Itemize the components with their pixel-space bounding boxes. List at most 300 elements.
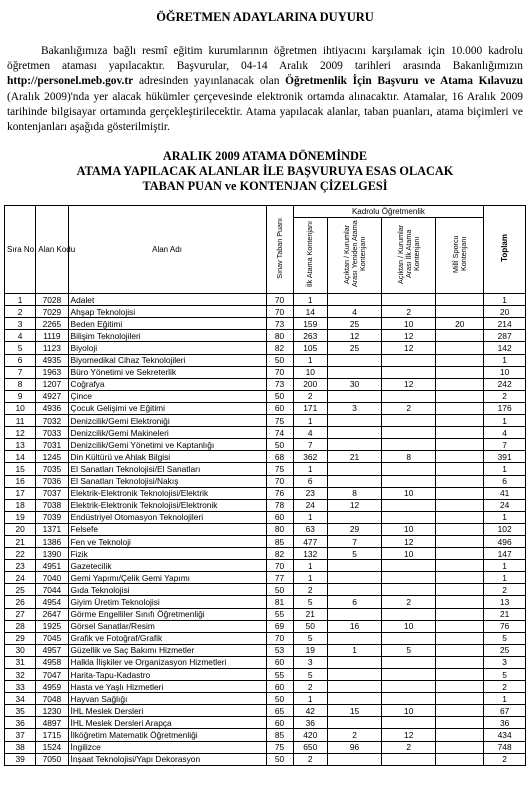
cell-kod: 1230 — [36, 705, 68, 717]
table-row — [5, 729, 526, 741]
cell-kod: 7037 — [36, 487, 68, 499]
header-aciktan-yeniden — [327, 218, 381, 294]
table-row — [5, 548, 526, 560]
cell-no: 30 — [5, 644, 36, 656]
cell-kod: 1245 — [36, 451, 68, 463]
cell-milli — [436, 475, 484, 487]
table-row — [5, 378, 526, 390]
table-row — [5, 318, 526, 330]
cell-toplam: 1 — [484, 294, 526, 306]
cell-aciktan-ilk — [382, 632, 436, 644]
cell-kod: 4897 — [36, 717, 68, 729]
cell-toplam: 1 — [484, 415, 526, 427]
cell-taban: 77 — [266, 572, 293, 584]
cell-taban: 68 — [266, 451, 293, 463]
cell-kod: 7038 — [36, 499, 68, 511]
cell-aciktan-ilk — [382, 560, 436, 572]
cell-aciktan-yeniden: 30 — [327, 378, 381, 390]
cell-taban: 55 — [266, 669, 293, 681]
cell-ad: Çince — [68, 390, 266, 402]
cell-aciktan-ilk — [382, 475, 436, 487]
cell-ad: El Sanatları Teknolojisi/El Sanatları — [68, 463, 266, 475]
cell-aciktan-yeniden — [327, 572, 381, 584]
cell-aciktan-yeniden: 12 — [327, 499, 381, 511]
cell-aciktan-ilk: 10 — [382, 523, 436, 535]
cell-toplam: 496 — [484, 535, 526, 547]
table-row — [5, 705, 526, 717]
cell-no: 26 — [5, 596, 36, 608]
cell-taban: 85 — [266, 535, 293, 547]
cell-aciktan-yeniden: 21 — [327, 451, 381, 463]
cell-ilk: 2 — [293, 681, 327, 693]
cell-ilk: 1 — [293, 294, 327, 306]
cell-aciktan-ilk — [382, 584, 436, 596]
header-taban-label: Sınav Taban Puanı — [274, 217, 284, 279]
cell-milli — [436, 487, 484, 499]
cell-ilk: 1 — [293, 560, 327, 572]
cell-ad: Hayvan Sağlığı — [68, 693, 266, 705]
cell-kod: 7039 — [36, 511, 68, 523]
cell-milli — [436, 378, 484, 390]
cell-taban: 75 — [266, 741, 293, 753]
cell-taban: 50 — [266, 693, 293, 705]
cell-aciktan-ilk: 5 — [382, 644, 436, 656]
cell-ad: Biyomedikal Cihaz Teknolojileri — [68, 354, 266, 366]
cell-aciktan-yeniden — [327, 294, 381, 306]
cell-milli — [436, 681, 484, 693]
cell-ad: Ahşap Teknolojisi — [68, 306, 266, 318]
table-row — [5, 366, 526, 378]
cell-ad: Felsefe — [68, 523, 266, 535]
cell-kod: 7050 — [36, 753, 68, 765]
cell-milli — [436, 753, 484, 765]
table-row — [5, 354, 526, 366]
cell-ad: Gazetecilik — [68, 560, 266, 572]
cell-toplam: 214 — [484, 318, 526, 330]
cell-kod: 7047 — [36, 669, 68, 681]
cell-no: 11 — [5, 415, 36, 427]
cell-ilk: 159 — [293, 318, 327, 330]
table-row — [5, 693, 526, 705]
cell-ilk: 200 — [293, 378, 327, 390]
cell-aciktan-ilk: 2 — [382, 596, 436, 608]
cell-ad: İHL Meslek Dersleri — [68, 705, 266, 717]
cell-no: 13 — [5, 439, 36, 451]
cell-kod: 7036 — [36, 475, 68, 487]
cell-ilk: 132 — [293, 548, 327, 560]
cell-no: 23 — [5, 560, 36, 572]
cell-aciktan-ilk — [382, 669, 436, 681]
cell-aciktan-yeniden: 96 — [327, 741, 381, 753]
cell-kod: 1371 — [36, 523, 68, 535]
cell-milli — [436, 402, 484, 414]
cell-milli — [436, 463, 484, 475]
cell-kod: 4951 — [36, 560, 68, 572]
cell-aciktan-ilk — [382, 656, 436, 668]
cell-ad: Beden Eğitimi — [68, 318, 266, 330]
cell-ad: Coğrafya — [68, 378, 266, 390]
cell-aciktan-ilk — [382, 753, 436, 765]
cell-milli — [436, 342, 484, 354]
table-row — [5, 681, 526, 693]
cell-kod: 7040 — [36, 572, 68, 584]
cell-ad: Giyim Üretim Teknolojisi — [68, 596, 266, 608]
table-row — [5, 741, 526, 753]
cell-aciktan-ilk — [382, 511, 436, 523]
subheading-line-3: TABAN PUAN ve KONTENJAN ÇİZELGESİ — [142, 179, 388, 193]
cell-no: 10 — [5, 402, 36, 414]
cell-milli: 20 — [436, 318, 484, 330]
cell-aciktan-yeniden — [327, 669, 381, 681]
cell-ilk: 63 — [293, 523, 327, 535]
cell-ilk: 1 — [293, 693, 327, 705]
cell-ad: Biyoloji — [68, 342, 266, 354]
cell-ad: Endüstriyel Otomasyon Teknolojileri — [68, 511, 266, 523]
cell-taban: 74 — [266, 427, 293, 439]
cell-milli — [436, 535, 484, 547]
cell-toplam: 7 — [484, 439, 526, 451]
personnel-url: http://personel.meb.gov.tr — [7, 75, 134, 88]
cell-taban: 65 — [266, 705, 293, 717]
cell-ilk: 50 — [293, 620, 327, 632]
cell-aciktan-yeniden — [327, 463, 381, 475]
table-row — [5, 717, 526, 729]
table-row — [5, 511, 526, 523]
intro-paragraph — [7, 44, 523, 135]
cell-toplam: 391 — [484, 451, 526, 463]
cell-ilk: 5 — [293, 669, 327, 681]
cell-milli — [436, 741, 484, 753]
cell-kod: 1207 — [36, 378, 68, 390]
cell-ad: Denizcilik/Gemi Makineleri — [68, 427, 266, 439]
cell-toplam: 147 — [484, 548, 526, 560]
cell-no: 33 — [5, 681, 36, 693]
header-ilk-label: İlk Atama Kontenjanı — [305, 221, 315, 288]
cell-aciktan-yeniden — [327, 584, 381, 596]
cell-aciktan-ilk: 2 — [382, 402, 436, 414]
cell-aciktan-yeniden: 6 — [327, 596, 381, 608]
cell-aciktan-yeniden: 29 — [327, 523, 381, 535]
cell-aciktan-ilk: 12 — [382, 378, 436, 390]
cell-toplam: 13 — [484, 596, 526, 608]
cell-aciktan-yeniden: 8 — [327, 487, 381, 499]
header-ilk — [293, 218, 327, 294]
cell-kod: 1386 — [36, 535, 68, 547]
header-aciktan-ilk-label: Açıktan / Kurumlar Arası İlk Atama Kontenjanı — [395, 224, 421, 284]
cell-aciktan-yeniden: 7 — [327, 535, 381, 547]
cell-ilk: 2 — [293, 390, 327, 402]
cell-aciktan-yeniden — [327, 475, 381, 487]
table-row — [5, 608, 526, 620]
table-row — [5, 499, 526, 511]
header-kod: Alan Kodu — [36, 206, 68, 294]
cell-kod: 1963 — [36, 366, 68, 378]
cell-ad: Elektrik-Elektronik Teknolojisi/Elektronik — [68, 499, 266, 511]
cell-ad: İlköğretim Matematik Öğretmenliği — [68, 729, 266, 741]
cell-ad: Bilişim Teknolojileri — [68, 330, 266, 342]
cell-milli — [436, 644, 484, 656]
table-row — [5, 342, 526, 354]
cell-toplam: 36 — [484, 717, 526, 729]
cell-ad: Fizik — [68, 548, 266, 560]
cell-milli — [436, 366, 484, 378]
cell-no: 35 — [5, 705, 36, 717]
cell-ad: Adalet — [68, 294, 266, 306]
cell-no: 9 — [5, 390, 36, 402]
cell-milli — [436, 548, 484, 560]
cell-aciktan-ilk — [382, 366, 436, 378]
cell-kod: 2265 — [36, 318, 68, 330]
cell-milli — [436, 632, 484, 644]
cell-kod: 7031 — [36, 439, 68, 451]
cell-no: 1 — [5, 294, 36, 306]
table-row — [5, 620, 526, 632]
cell-ilk: 171 — [293, 402, 327, 414]
cell-aciktan-ilk — [382, 681, 436, 693]
cell-ilk: 4 — [293, 427, 327, 439]
cell-taban: 70 — [266, 475, 293, 487]
table-row — [5, 523, 526, 535]
cell-kod: 7033 — [36, 427, 68, 439]
cell-kod: 2647 — [36, 608, 68, 620]
cell-ilk: 42 — [293, 705, 327, 717]
cell-aciktan-ilk — [382, 415, 436, 427]
cell-toplam: 21 — [484, 608, 526, 620]
cell-toplam: 2 — [484, 681, 526, 693]
cell-aciktan-yeniden: 15 — [327, 705, 381, 717]
cell-no: 4 — [5, 330, 36, 342]
intro-text-1: Bakanlığımıza bağlı resmî eğitim kurumlarının öğretmen ihtiyacını karşılamak için 10.000 kadrolu öğretmen ataması yapılacaktır. Başvurular, 04-14 Aralık 2009 tarihleri arasında Bakanlığımızın — [7, 45, 523, 73]
cell-ilk: 1 — [293, 511, 327, 523]
cell-no: 7 — [5, 366, 36, 378]
cell-ad: Harita-Tapu-Kadastro — [68, 669, 266, 681]
cell-aciktan-ilk: 10 — [382, 548, 436, 560]
cell-aciktan-yeniden — [327, 366, 381, 378]
cell-ilk: 14 — [293, 306, 327, 318]
cell-aciktan-ilk — [382, 390, 436, 402]
table-row — [5, 644, 526, 656]
cell-aciktan-yeniden — [327, 608, 381, 620]
cell-aciktan-yeniden: 25 — [327, 342, 381, 354]
cell-milli — [436, 693, 484, 705]
cell-toplam: 10 — [484, 366, 526, 378]
table-row — [5, 535, 526, 547]
cell-aciktan-ilk — [382, 572, 436, 584]
cell-aciktan-yeniden: 1 — [327, 644, 381, 656]
cell-milli — [436, 729, 484, 741]
intro-text-2: adresinden yayınlanacak olan — [133, 75, 286, 88]
cell-ilk: 6 — [293, 475, 327, 487]
cell-toplam: 1 — [484, 560, 526, 572]
cell-kod: 4927 — [36, 390, 68, 402]
cell-milli — [436, 717, 484, 729]
cell-no: 32 — [5, 669, 36, 681]
cell-toplam: 434 — [484, 729, 526, 741]
cell-toplam: 1 — [484, 354, 526, 366]
cell-ad: Çocuk Gelişimi ve Eğitimi — [68, 402, 266, 414]
cell-aciktan-yeniden — [327, 753, 381, 765]
table-row — [5, 560, 526, 572]
cell-aciktan-yeniden: 2 — [327, 729, 381, 741]
cell-ilk: 1 — [293, 572, 327, 584]
cell-milli — [436, 669, 484, 681]
quota-table — [4, 205, 526, 766]
cell-taban: 70 — [266, 632, 293, 644]
cell-toplam: 1 — [484, 511, 526, 523]
cell-toplam: 4 — [484, 427, 526, 439]
table-row — [5, 475, 526, 487]
cell-ilk: 105 — [293, 342, 327, 354]
cell-toplam: 5 — [484, 669, 526, 681]
cell-aciktan-yeniden — [327, 390, 381, 402]
cell-aciktan-ilk — [382, 608, 436, 620]
cell-kod: 4954 — [36, 596, 68, 608]
cell-toplam: 176 — [484, 402, 526, 414]
cell-no: 29 — [5, 632, 36, 644]
cell-no: 5 — [5, 342, 36, 354]
cell-kod: 1925 — [36, 620, 68, 632]
cell-kod: 1524 — [36, 741, 68, 753]
cell-taban: 76 — [266, 487, 293, 499]
subheading-line-1: ARALIK 2009 ATAMA DÖNEMİNDE — [162, 149, 368, 163]
cell-taban: 75 — [266, 415, 293, 427]
cell-taban: 81 — [266, 596, 293, 608]
cell-no: 3 — [5, 318, 36, 330]
cell-ad: Fen ve Teknoloji — [68, 535, 266, 547]
cell-taban: 78 — [266, 499, 293, 511]
cell-ad: Grafik ve Fotoğraf/Grafik — [68, 632, 266, 644]
cell-ad: Gıda Teknolojisi — [68, 584, 266, 596]
cell-no: 21 — [5, 535, 36, 547]
cell-milli — [436, 499, 484, 511]
cell-toplam: 25 — [484, 644, 526, 656]
cell-toplam: 5 — [484, 632, 526, 644]
cell-ad: Din Kültürü ve Ahlak Bilgisi — [68, 451, 266, 463]
table-body — [5, 294, 526, 766]
cell-toplam: 1 — [484, 463, 526, 475]
cell-ilk: 477 — [293, 535, 327, 547]
cell-aciktan-ilk: 12 — [382, 535, 436, 547]
cell-ad: El Sanatları Teknolojisi/Nakış — [68, 475, 266, 487]
table-row — [5, 632, 526, 644]
cell-ilk: 24 — [293, 499, 327, 511]
header-sira: Sıra No — [5, 206, 36, 294]
table-row — [5, 584, 526, 596]
cell-no: 24 — [5, 572, 36, 584]
cell-taban: 60 — [266, 402, 293, 414]
cell-aciktan-ilk: 12 — [382, 729, 436, 741]
cell-aciktan-ilk — [382, 499, 436, 511]
cell-milli — [436, 705, 484, 717]
cell-no: 34 — [5, 693, 36, 705]
cell-toplam: 242 — [484, 378, 526, 390]
cell-aciktan-ilk — [382, 463, 436, 475]
cell-no: 2 — [5, 306, 36, 318]
cell-toplam: 2 — [484, 753, 526, 765]
header-aciktan-yeniden-label: Açıktan / Kurumlar Arası Yeniden Atama Kontenjanı — [341, 220, 367, 288]
cell-taban: 50 — [266, 354, 293, 366]
cell-aciktan-yeniden — [327, 511, 381, 523]
cell-aciktan-yeniden: 16 — [327, 620, 381, 632]
cell-ilk: 5 — [293, 632, 327, 644]
table-row — [5, 463, 526, 475]
cell-aciktan-yeniden: 12 — [327, 330, 381, 342]
cell-milli — [436, 584, 484, 596]
table-row — [5, 451, 526, 463]
cell-milli — [436, 306, 484, 318]
table-row — [5, 572, 526, 584]
table-row — [5, 390, 526, 402]
cell-aciktan-ilk — [382, 693, 436, 705]
cell-ilk: 1 — [293, 415, 327, 427]
cell-kod: 4958 — [36, 656, 68, 668]
subheading-line-2: ATAMA YAPILACAK ALANLAR İLE BAŞVURUYA ESAS OLACAK — [76, 164, 454, 178]
cell-aciktan-yeniden — [327, 632, 381, 644]
cell-aciktan-ilk: 10 — [382, 705, 436, 717]
cell-no: 36 — [5, 717, 36, 729]
cell-no: 8 — [5, 378, 36, 390]
cell-ilk: 19 — [293, 644, 327, 656]
cell-taban: 82 — [266, 548, 293, 560]
table-row — [5, 656, 526, 668]
cell-aciktan-ilk: 10 — [382, 620, 436, 632]
cell-aciktan-ilk: 2 — [382, 306, 436, 318]
cell-ad: İnşaat Teknolojisi/Yapı Dekorasyon — [68, 753, 266, 765]
cell-kod: 7044 — [36, 584, 68, 596]
cell-kod: 7029 — [36, 306, 68, 318]
cell-aciktan-yeniden: 3 — [327, 402, 381, 414]
cell-toplam: 748 — [484, 741, 526, 753]
cell-ilk: 650 — [293, 741, 327, 753]
cell-milli — [436, 620, 484, 632]
cell-milli — [436, 354, 484, 366]
cell-milli — [436, 427, 484, 439]
intro-text-3: (Aralık 2009)'nda yer alacak hükümler çerçevesinde elektronik ortamda alınacaktır. Atamalar, 16 Aralık 2009 tarihinde bilgisayar ortamında gerçekleştirilecektir. Atama yapılacak alanlar, taban puanları, atama biçimleri ve kontenjanları aşağıda gösterilmiştir. — [7, 90, 523, 134]
cell-taban: 50 — [266, 390, 293, 402]
cell-aciktan-yeniden — [327, 681, 381, 693]
cell-kod: 4959 — [36, 681, 68, 693]
cell-toplam: 1 — [484, 572, 526, 584]
header-milli-label: Millî Sporcu Kontenjanı — [450, 235, 468, 273]
cell-ilk: 362 — [293, 451, 327, 463]
cell-no: 28 — [5, 620, 36, 632]
cell-toplam: 2 — [484, 584, 526, 596]
cell-no: 20 — [5, 523, 36, 535]
cell-ilk: 21 — [293, 608, 327, 620]
cell-aciktan-yeniden — [327, 656, 381, 668]
cell-taban: 80 — [266, 523, 293, 535]
header-taban — [266, 206, 293, 294]
cell-taban: 80 — [266, 330, 293, 342]
cell-kod: 4936 — [36, 402, 68, 414]
cell-taban: 75 — [266, 463, 293, 475]
cell-kod: 1715 — [36, 729, 68, 741]
cell-ad: Görme Engelliler Sınıfı Öğretmenliği — [68, 608, 266, 620]
cell-toplam: 142 — [484, 342, 526, 354]
cell-taban: 70 — [266, 306, 293, 318]
cell-toplam: 102 — [484, 523, 526, 535]
cell-no: 37 — [5, 729, 36, 741]
cell-milli — [436, 608, 484, 620]
cell-ilk: 1 — [293, 354, 327, 366]
cell-aciktan-yeniden — [327, 354, 381, 366]
cell-milli — [436, 294, 484, 306]
cell-taban: 50 — [266, 584, 293, 596]
cell-ad: İHL Meslek Dersleri Arapça — [68, 717, 266, 729]
cell-milli — [436, 523, 484, 535]
cell-no: 19 — [5, 511, 36, 523]
cell-no: 16 — [5, 475, 36, 487]
